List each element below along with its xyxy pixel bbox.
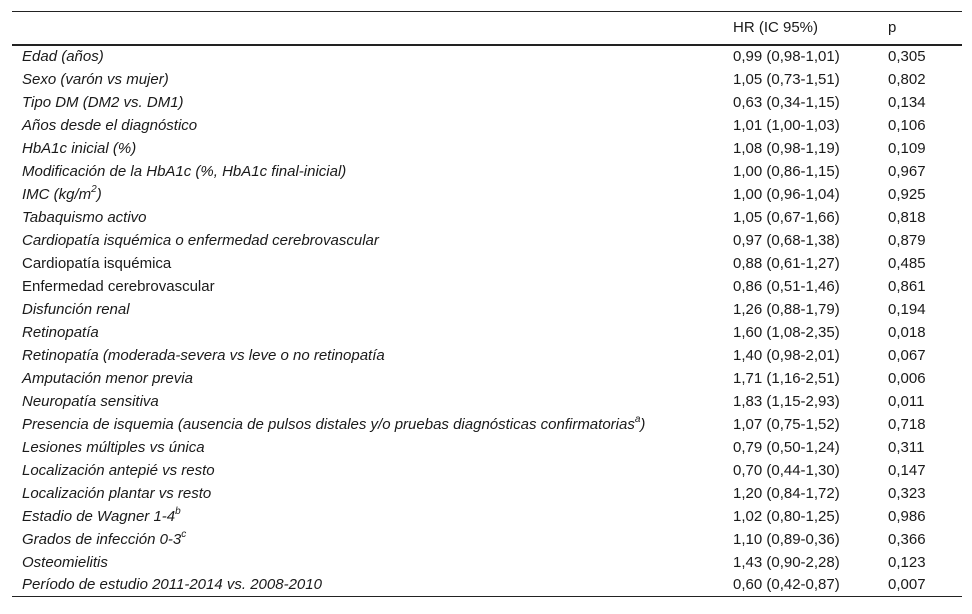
variable-label: IMC (kg/m <box>22 185 92 203</box>
table-row <box>12 137 962 160</box>
variable-cell <box>12 68 733 91</box>
hr-value: 1,83 (1,15-2,93) <box>733 392 840 410</box>
p-value: 0,011 <box>888 392 925 410</box>
table-header <box>12 12 962 45</box>
variable-label: Amputación menor previa <box>22 369 193 387</box>
p-value: 0,818 <box>888 208 926 226</box>
variable-label: Tabaquismo activo <box>22 208 147 226</box>
table-row <box>12 298 962 321</box>
table-row <box>12 183 962 206</box>
p-value: 0,305 <box>888 48 926 65</box>
p-value: 0,006 <box>888 369 926 387</box>
variable-cell <box>12 114 733 137</box>
variable-cell <box>12 206 733 229</box>
variable-cell <box>12 390 733 413</box>
hr-value: 0,88 (0,61-1,27) <box>733 254 840 272</box>
table-body <box>12 45 962 597</box>
table-row <box>12 505 962 528</box>
hr-value: 1,10 (0,89-0,36) <box>733 530 840 548</box>
table-row <box>12 436 962 459</box>
p-value: 0,067 <box>888 346 926 364</box>
variable-cell <box>12 367 733 390</box>
p-value: 0,925 <box>888 185 926 203</box>
p-value: 0,485 <box>888 254 926 272</box>
table-row <box>12 229 962 252</box>
p-value: 0,147 <box>888 461 926 479</box>
hr-value: 1,08 (0,98-1,19) <box>733 139 840 157</box>
table-row <box>12 367 962 390</box>
variable-label: Localización plantar vs resto <box>22 484 212 502</box>
hr-value: 1,43 (0,90-2,28) <box>733 553 840 571</box>
variable-label: Osteomielitis <box>22 553 108 571</box>
hr-value: 1,05 (0,67-1,66) <box>733 208 840 226</box>
variable-cell <box>12 45 733 68</box>
variable-cell <box>12 413 733 436</box>
hr-value: 1,20 (0,84-1,72) <box>733 484 840 502</box>
table-row <box>12 482 962 505</box>
hr-value: 1,71 (1,16-2,51) <box>733 369 840 387</box>
variable-cell <box>12 137 733 160</box>
variable-label: Período de estudio 2011-2014 vs. 2008-2010 <box>22 576 322 594</box>
variable-cell <box>12 160 733 183</box>
results-table-container <box>12 11 962 597</box>
hr-value: 0,86 (0,51-1,46) <box>733 277 840 295</box>
p-value: 0,879 <box>888 231 926 249</box>
hr-value: 0,60 (0,42-0,87) <box>733 574 888 597</box>
variable-cell <box>12 459 733 482</box>
variable-label: Enfermedad cerebrovascular <box>22 277 215 295</box>
hr-value: 0,97 (0,68-1,38) <box>733 231 840 249</box>
variable-cell <box>12 551 733 574</box>
table-row <box>12 252 962 275</box>
p-value: 0,861 <box>888 277 926 295</box>
variable-label-suffix: ) <box>96 185 102 203</box>
variable-cell <box>12 252 733 275</box>
variable-cell <box>12 505 733 528</box>
table-row <box>12 114 962 137</box>
header-row <box>12 12 962 45</box>
variable-label: Años desde el diagnóstico <box>22 116 198 134</box>
hr-value: 1,01 (1,00-1,03) <box>733 116 840 134</box>
footnote-marker: b <box>175 505 181 517</box>
hr-value: 1,00 (0,96-1,04) <box>733 185 840 203</box>
header-hr: HR (IC 95%) <box>733 12 888 45</box>
p-value: 0,366 <box>888 530 926 548</box>
hr-value: 0,79 (0,50-1,24) <box>733 438 840 456</box>
hazard-ratio-table <box>12 11 962 597</box>
variable-label: Retinopatía <box>22 323 99 341</box>
p-value: 0,007 <box>888 574 962 597</box>
variable-cell <box>12 275 733 298</box>
table-row <box>12 344 962 367</box>
table-row <box>12 321 962 344</box>
table-row <box>12 45 962 68</box>
hr-value: 1,02 (0,80-1,25) <box>733 507 840 525</box>
variable-cell <box>12 436 733 459</box>
p-value: 0,194 <box>888 300 926 318</box>
table-row <box>12 160 962 183</box>
variable-label: Neuropatía sensitiva <box>22 392 159 410</box>
variable-cell <box>12 528 733 551</box>
variable-cell <box>12 91 733 114</box>
footnote-marker: c <box>181 528 187 540</box>
table-row <box>12 390 962 413</box>
header-p: p <box>888 12 962 45</box>
hr-value: 1,40 (0,98-2,01) <box>733 346 840 364</box>
variable-label: Estadio de Wagner 1-4 <box>22 507 176 525</box>
table-row <box>12 528 962 551</box>
hr-value: 1,05 (0,73-1,51) <box>733 70 840 88</box>
variable-label: Presencia de isquemia (ausencia de pulsos distales y/o pruebas diagnósticas confirmatorias <box>22 415 635 433</box>
p-value: 0,986 <box>888 507 926 525</box>
footnote-marker: a <box>634 413 641 425</box>
hr-value: 1,26 (0,88-1,79) <box>733 300 840 318</box>
p-value: 0,106 <box>888 116 926 134</box>
variable-label: Retinopatía (moderada-severa vs leve o no retinopatía <box>22 346 385 364</box>
variable-cell <box>12 574 733 597</box>
p-value: 0,802 <box>888 70 926 88</box>
variable-label: Lesiones múltiples vs única <box>22 438 205 456</box>
hr-value: 1,07 (0,75-1,52) <box>733 415 840 433</box>
variable-label: Sexo (varón vs mujer) <box>22 70 169 88</box>
variable-label: Grados de infección 0-3 <box>22 530 182 548</box>
table-row <box>12 68 962 91</box>
table-row <box>12 574 962 597</box>
variable-label: Edad (años) <box>22 48 104 65</box>
variable-label: Localización antepié vs resto <box>22 461 215 479</box>
variable-label: Cardiopatía isquémica o enfermedad cerebrovascular <box>22 231 379 249</box>
table-row <box>12 459 962 482</box>
variable-cell <box>12 229 733 252</box>
table-row <box>12 551 962 574</box>
p-value: 0,718 <box>888 415 926 433</box>
p-value: 0,109 <box>888 139 926 157</box>
variable-cell <box>12 183 733 206</box>
variable-label-suffix: ) <box>640 415 646 433</box>
variable-cell <box>12 298 733 321</box>
variable-label: Tipo DM (DM2 vs. DM1) <box>22 93 184 111</box>
variable-cell <box>12 344 733 367</box>
hr-value: 0,63 (0,34-1,15) <box>733 93 840 111</box>
p-value: 0,323 <box>888 484 926 502</box>
variable-label: HbA1c inicial (%) <box>22 139 137 157</box>
hr-value: 0,99 (0,98-1,01) <box>733 48 840 65</box>
p-value: 0,123 <box>888 553 926 571</box>
p-value: 0,134 <box>888 93 926 111</box>
hr-value: 0,70 (0,44-1,30) <box>733 461 840 479</box>
p-value: 0,018 <box>888 323 926 341</box>
table-row <box>12 413 962 436</box>
variable-label: Modificación de la HbA1c (%, HbA1c final-inicial) <box>22 162 347 180</box>
variable-label: Cardiopatía isquémica <box>22 254 172 272</box>
footnote-marker: 2 <box>91 183 97 195</box>
header-variable <box>12 12 733 45</box>
hr-value: 1,00 (0,86-1,15) <box>733 162 840 180</box>
variable-cell <box>12 321 733 344</box>
variable-label: Disfunción renal <box>22 300 130 318</box>
hr-value: 1,60 (1,08-2,35) <box>733 323 840 341</box>
table-row <box>12 206 962 229</box>
p-value: 0,311 <box>888 438 925 456</box>
table-row <box>12 275 962 298</box>
p-value: 0,967 <box>888 162 926 180</box>
variable-cell <box>12 482 733 505</box>
table-row <box>12 91 962 114</box>
